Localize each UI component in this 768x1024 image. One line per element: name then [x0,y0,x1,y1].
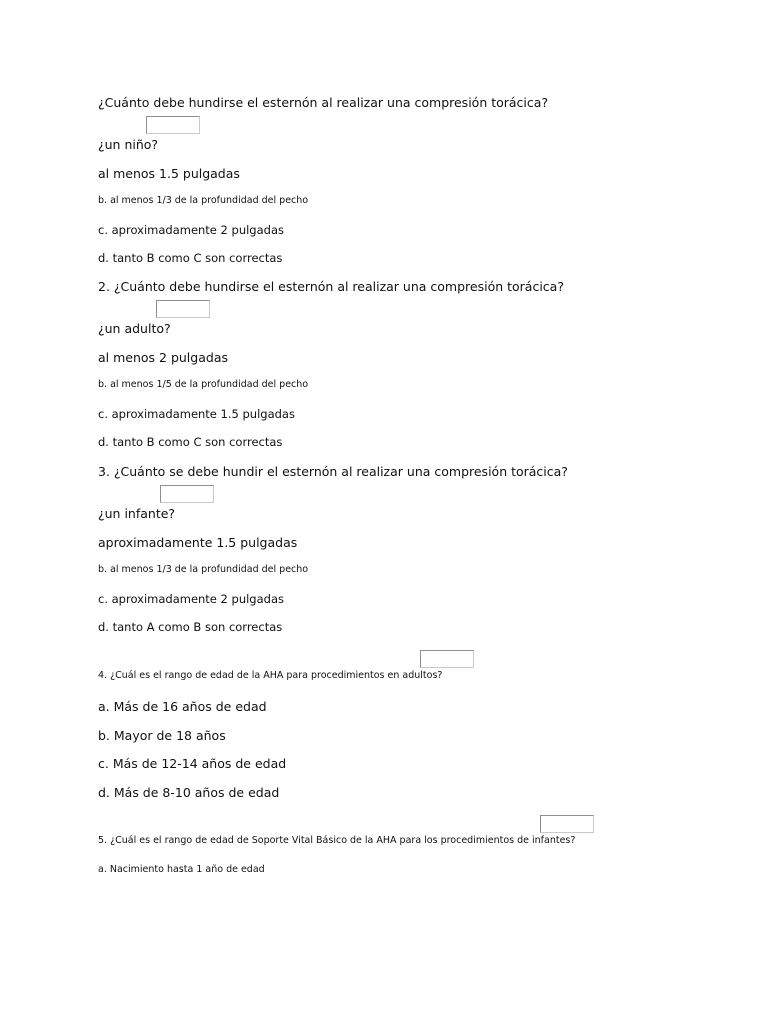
question-1-subject: ¿un niño? [98,137,159,152]
question-5-answer-input[interactable] [540,815,594,833]
question-4-option-d: d. Más de 8-10 años de edad [98,785,280,800]
question-4-stem: 4. ¿Cuál es el rango de edad de la AHA para procedimientos en adultos? [98,670,443,681]
question-3-stem: 3. ¿Cuánto se debe hundir el esternón al realizar una compresión torácica? [98,464,568,479]
question-2-option-d: d. tanto B como C son correctas [98,435,283,449]
question-1-option-c: c. aproximadamente 2 pulgadas [98,223,284,237]
question-1-answer-input[interactable] [146,116,200,134]
question-2-subject: ¿un adulto? [98,321,171,336]
question-2-option-c: c. aproximadamente 1.5 pulgadas [98,407,295,421]
question-4-option-c: c. Más de 12-14 años de edad [98,756,287,771]
question-5-option-a: a. Nacimiento hasta 1 año de edad [98,864,265,875]
question-4-option-a: a. Más de 16 años de edad [98,699,267,714]
question-3-option-a: aproximadamente 1.5 pulgadas [98,535,298,550]
question-3-answer-input[interactable] [160,485,214,503]
question-1-stem: ¿Cuánto debe hundirse el esternón al realizar una compresión torácica? [98,95,549,110]
question-2-option-a: al menos 2 pulgadas [98,350,228,365]
question-1-option-b: b. al menos 1/3 de la profundidad del pecho [98,195,309,206]
question-2-answer-input[interactable] [156,300,210,318]
question-1-option-d: d. tanto B como C son correctas [98,251,283,265]
question-3-subject: ¿un infante? [98,506,176,521]
question-1-option-a: al menos 1.5 pulgadas [98,166,240,181]
question-3-option-d: d. tanto A como B son correctas [98,620,283,634]
question-4-option-b: b. Mayor de 18 años [98,728,226,743]
question-3-option-c: c. aproximadamente 2 pulgadas [98,592,284,606]
question-5-stem: 5. ¿Cuál es el rango de edad de Soporte Vital Básico de la AHA para los procedimientos de infantes? [98,835,576,846]
question-2-option-b: b. al menos 1/5 de la profundidad del pecho [98,379,309,390]
question-3-option-b: b. al menos 1/3 de la profundidad del pecho [98,564,309,575]
question-2-stem: 2. ¿Cuánto debe hundirse el esternón al realizar una compresión torácica? [98,279,564,294]
question-4-answer-input[interactable] [420,650,474,668]
